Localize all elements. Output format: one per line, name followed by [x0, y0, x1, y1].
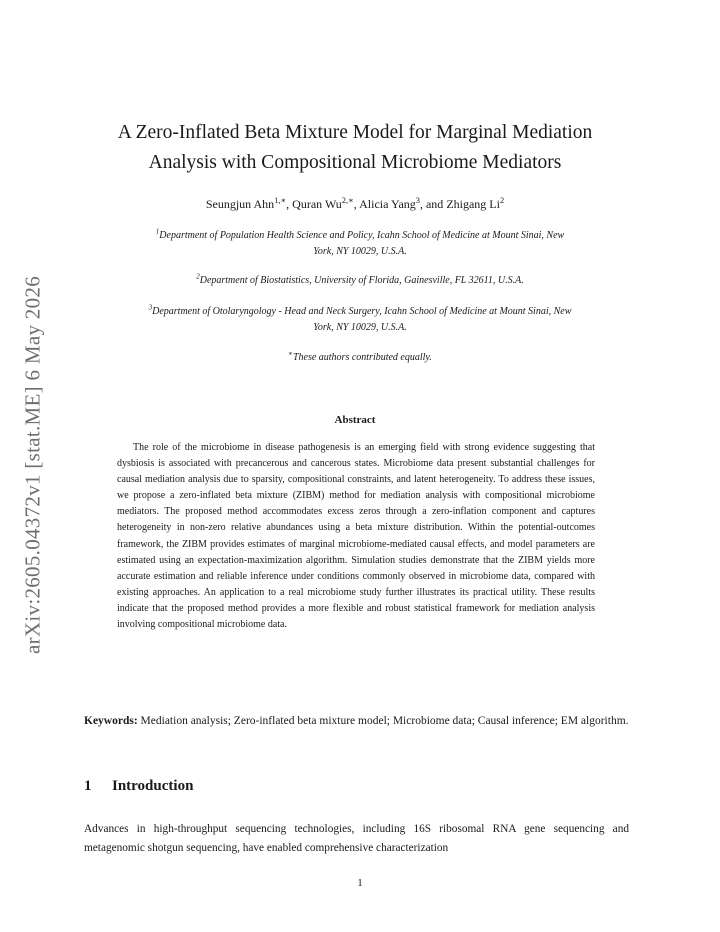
author-affiliation-mark: 1,∗	[274, 196, 287, 205]
affiliation-3	[80, 304, 640, 336]
author-name: Quran Wu	[292, 197, 342, 211]
section-title: Introduction	[112, 778, 194, 794]
author-affiliation-mark: 3	[415, 196, 420, 205]
keywords-label: Keywords:	[84, 715, 138, 727]
arxiv-identifier: arXiv:2605.04372v1 [stat.ME] 6 May 2026	[20, 276, 45, 654]
author-separator: , and	[419, 197, 447, 211]
title-line-2: Analysis with Compositional Microbiome Mediators	[148, 152, 562, 173]
author-separator: ,	[286, 197, 293, 211]
title-line-1: A Zero-Inflated Beta Mixture Model for Marginal Mediation	[117, 122, 593, 143]
keywords-list: Mediation analysis; Zero-inflated beta mixture model; Microbiome data; Causal inference; EM algorithm.	[140, 715, 629, 727]
intro-paragraph: Advances in high-throughput sequencing technologies, including 16S ribosomal RNA gene sequencing and metagenomic shotgun sequencing, have enabled comprehensive characterization	[84, 823, 629, 854]
author-list	[80, 197, 630, 212]
author-separator: ,	[353, 197, 360, 211]
author-affiliation-mark: 2,∗	[341, 196, 354, 205]
author-name: Seungjun Ahn	[205, 197, 275, 211]
section-heading	[84, 778, 193, 795]
paper-title	[80, 118, 630, 178]
footnote-mark: ∗	[288, 349, 293, 358]
abstract-heading: Abstract	[334, 414, 376, 426]
abstract-body: The role of the microbiome in disease pathogenesis is an emerging field with strong evidence suggesting that dysbiosis is associated with precancerous and cancerous states. Microbiome data present substantial challenges for causal mediation analysis due to sparsity, compositional constraints, and latent heterogeneity. To address these issues, we propose a zero-inflated beta mixture (ZIBM) method for mediation analysis with compositional microbiome mediators. The proposed method accommodates excess zeros through a zero-inflation component and captures heterogeneity in non-zero relative abundances using a beta mixture distribution. Within the potential-outcomes framework, the ZIBM provides estimates of marginal microbiome-mediated causal effects, and model parameters are estimated using an expectation-maximization algorithm. Simulation studies demonstrate that the ZIBM yields more accurate estimation and reliable inference under conditions commonly observed in microbiome data, compared with existing approaches. An application to a real microbiome study further illustrates its practical utility. These results indicate that the proposed method provides a more flexible and robust statistical framework for mediation analysis involving compositional microbiome data.	[117, 442, 595, 631]
affiliation-mark: 2	[196, 272, 200, 281]
affiliation-text: Department of Otolaryngology - Head and Neck Surgery, Icahn School of Medicine at Mount Sinai, New	[152, 306, 572, 317]
footnote-text: These authors contributed equally.	[292, 352, 432, 363]
affiliation-mark: 3	[148, 303, 153, 312]
equal-contribution-note	[86, 350, 634, 366]
section-number: 1	[84, 778, 92, 794]
affiliation-1	[86, 228, 634, 260]
author-affiliation-mark: 2	[499, 196, 505, 205]
affiliation-text: York, NY 10029, U.S.A.	[313, 246, 407, 257]
affiliation-text: York, NY 10029, U.S.A.	[313, 322, 407, 333]
affiliation-mark: 1	[155, 227, 160, 236]
author-name: Alicia Yang	[359, 197, 416, 211]
page-number: 1	[357, 877, 363, 889]
affiliation-text: Department of Population Health Science and Policy, Icahn School of Medicine at Mount Sinai, New	[159, 230, 565, 241]
keywords	[84, 711, 629, 731]
affiliation-2	[86, 273, 634, 289]
affiliation-text: Department of Biostatistics, University of Florida, Gainesville, FL 32611, U.S.A.	[199, 275, 524, 286]
author-name: Zhigang Li	[446, 197, 500, 211]
